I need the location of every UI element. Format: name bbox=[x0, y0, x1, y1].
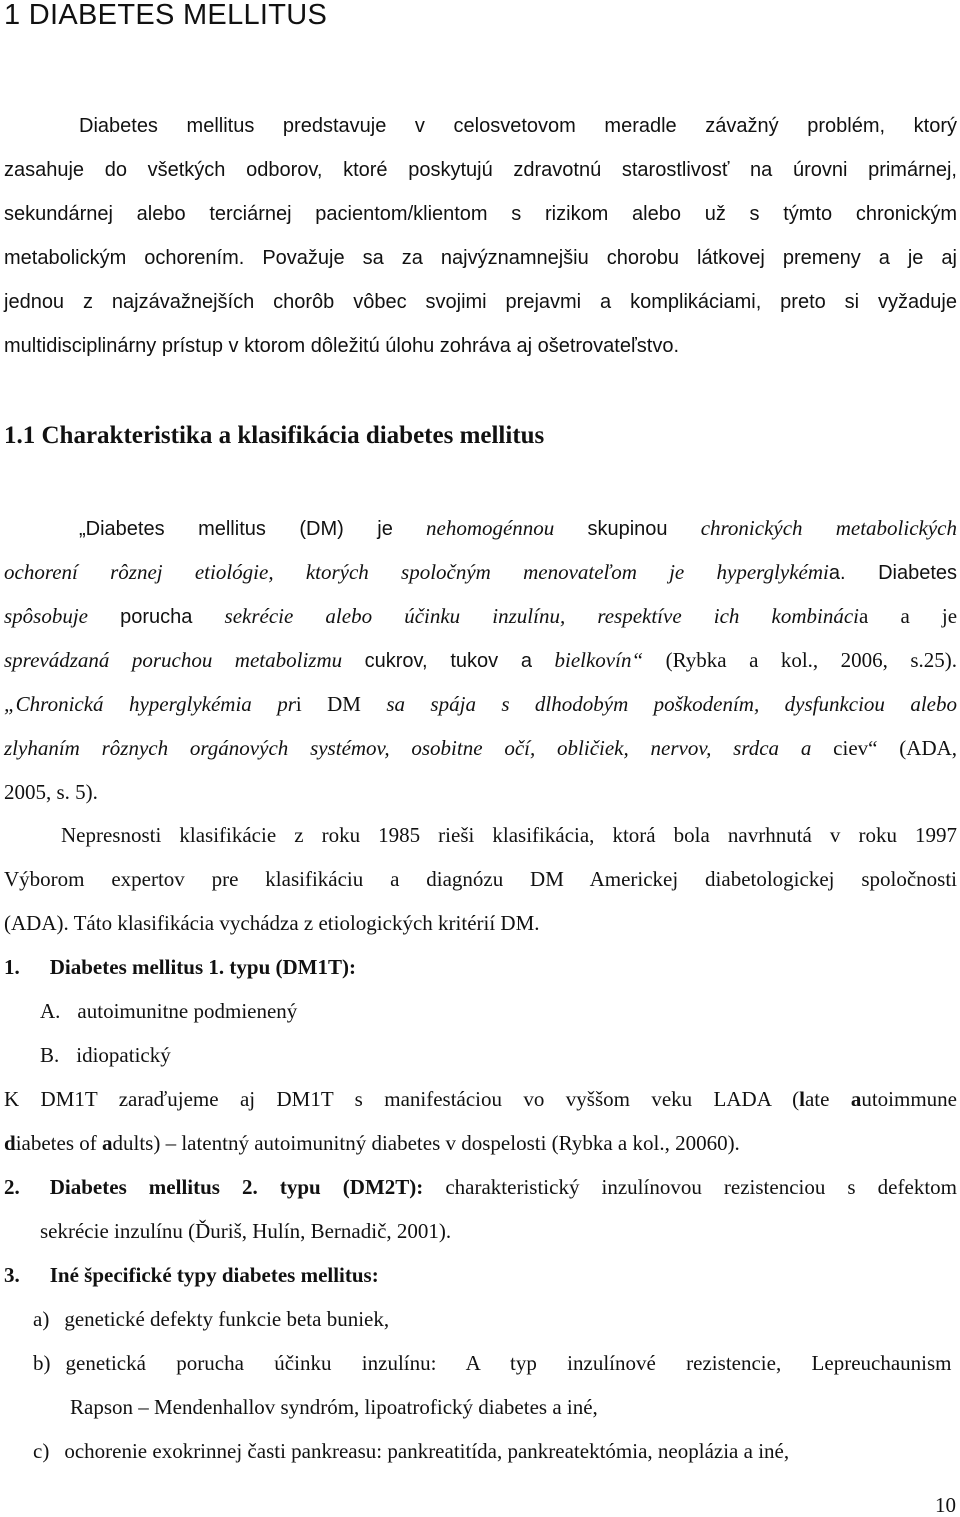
classification-line: Výborom expertov pre klasifikáciu a diagnózu DM Americkej diabetologickej spoločnosti bbox=[4, 867, 957, 891]
definition-line: zlyhaním rôznych orgánových systémov, osobitne očí, obličiek, nervov, srdca a ciev“ (ADA, bbox=[4, 736, 958, 760]
type3-item-b: b) genetická porucha účinku inzulínu: A typ inzulínové rezistencie, Lepreuchaunism bbox=[33, 1351, 952, 1375]
definition-line: 2005, s. 5). bbox=[4, 780, 98, 804]
section-heading: 1.1 Charakteristika a klasifikácia diabetes mellitus bbox=[4, 422, 545, 449]
lada-line: diabetes of adults) – latentný autoimunitný diabetes v dospelosti (Rybka a kol., 20060). bbox=[4, 1131, 740, 1155]
definition-line: sprevádzaná poruchou metabolizmu cukrov, tukov a bielkovín“ (Rybka a kol., 2006, s.25). bbox=[4, 648, 958, 672]
definition-line: spôsobuje porucha sekrécie alebo účinku inzulínu, respektíve ich kombinácia a je bbox=[4, 604, 958, 628]
type3-item-c: c) ochorenie exokrinnej časti pankreasu: pankreatitída, pankreatektómia, neoplázia a iné, bbox=[33, 1439, 790, 1463]
type1-heading: 1. Diabetes mellitus 1. typu (DM1T): bbox=[4, 955, 356, 979]
definition-line: „Chronická hyperglykémia pri DM sa spája s dlhodobým poškodením, dysfunkciou alebo bbox=[4, 692, 957, 716]
lada-line: K DM1T zaraďujeme aj DM1T s manifestáciou vo vyššom veku LADA (late autoimmune bbox=[4, 1087, 957, 1111]
classification-line: (ADA). Táto klasifikácia vychádza z etiologických kritérií DM. bbox=[4, 911, 540, 935]
type1-item-a: A. autoimunitne podmienený bbox=[40, 999, 298, 1023]
intro-line: multidisciplinárny prístup v ktorom dôležitú úlohu zohráva aj ošetrovateľstvo. bbox=[4, 335, 680, 357]
page-number: 10 bbox=[935, 1493, 956, 1517]
intro-line: jednou z najzávažnejších chorôb vôbec svojimi prejavmi a komplikáciami, preto si vyžaduje bbox=[4, 291, 957, 313]
definition-paragraph bbox=[4, 506, 957, 814]
classification-paragraph bbox=[4, 813, 957, 945]
definition-line: ochorení rôznej etiológie, ktorých spoločným menovateľom je hyperglykémia. Diabetes bbox=[4, 560, 958, 584]
classification-line: Nepresnosti klasifikácie z roku 1985 rieši klasifikácia, ktorá bola navrhnutá v roku 1997 bbox=[61, 823, 957, 847]
type3-item-a: a) genetické defekty funkcie beta buniek, bbox=[33, 1307, 390, 1331]
type2-line: sekrécie inzulínu (Ďuriš, Hulín, Bernadič, 2001). bbox=[40, 1219, 452, 1243]
type2-heading: 2. Diabetes mellitus 2. typu (DM2T): charakteristický inzulínovou rezistenciou s defektom bbox=[4, 1175, 957, 1199]
type3-item-b-cont: Rapson – Mendenhallov syndróm, lipoatrofický diabetes a iné, bbox=[70, 1395, 598, 1419]
type3-heading: 3. Iné špecifické typy diabetes mellitus: bbox=[4, 1263, 379, 1287]
type1-item-b: B. idiopatický bbox=[40, 1043, 171, 1067]
intro-line: Diabetes mellitus predstavuje v celosvetovom meradle závažný problém, ktorý bbox=[79, 115, 957, 137]
intro-line: sekundárnej alebo terciárnej pacientom/klientom s rizikom alebo už s týmto chronickým bbox=[4, 203, 957, 225]
chapter-heading: 1 DIABETES MELLITUS bbox=[4, 0, 328, 31]
definition-line: „Diabetes mellitus (DM) je nehomogénnou skupinou chronických metabolických bbox=[79, 516, 957, 540]
intro-line: zasahuje do všetkých odborov, ktoré poskytujú zdravotnú starostlivosť na úrovni primárnej, bbox=[4, 159, 957, 181]
intro-paragraph bbox=[4, 104, 957, 368]
intro-line: metabolickým ochorením. Považuje sa za najvýznamnejšiu chorobu látkovej premeny a je aj bbox=[4, 247, 957, 269]
